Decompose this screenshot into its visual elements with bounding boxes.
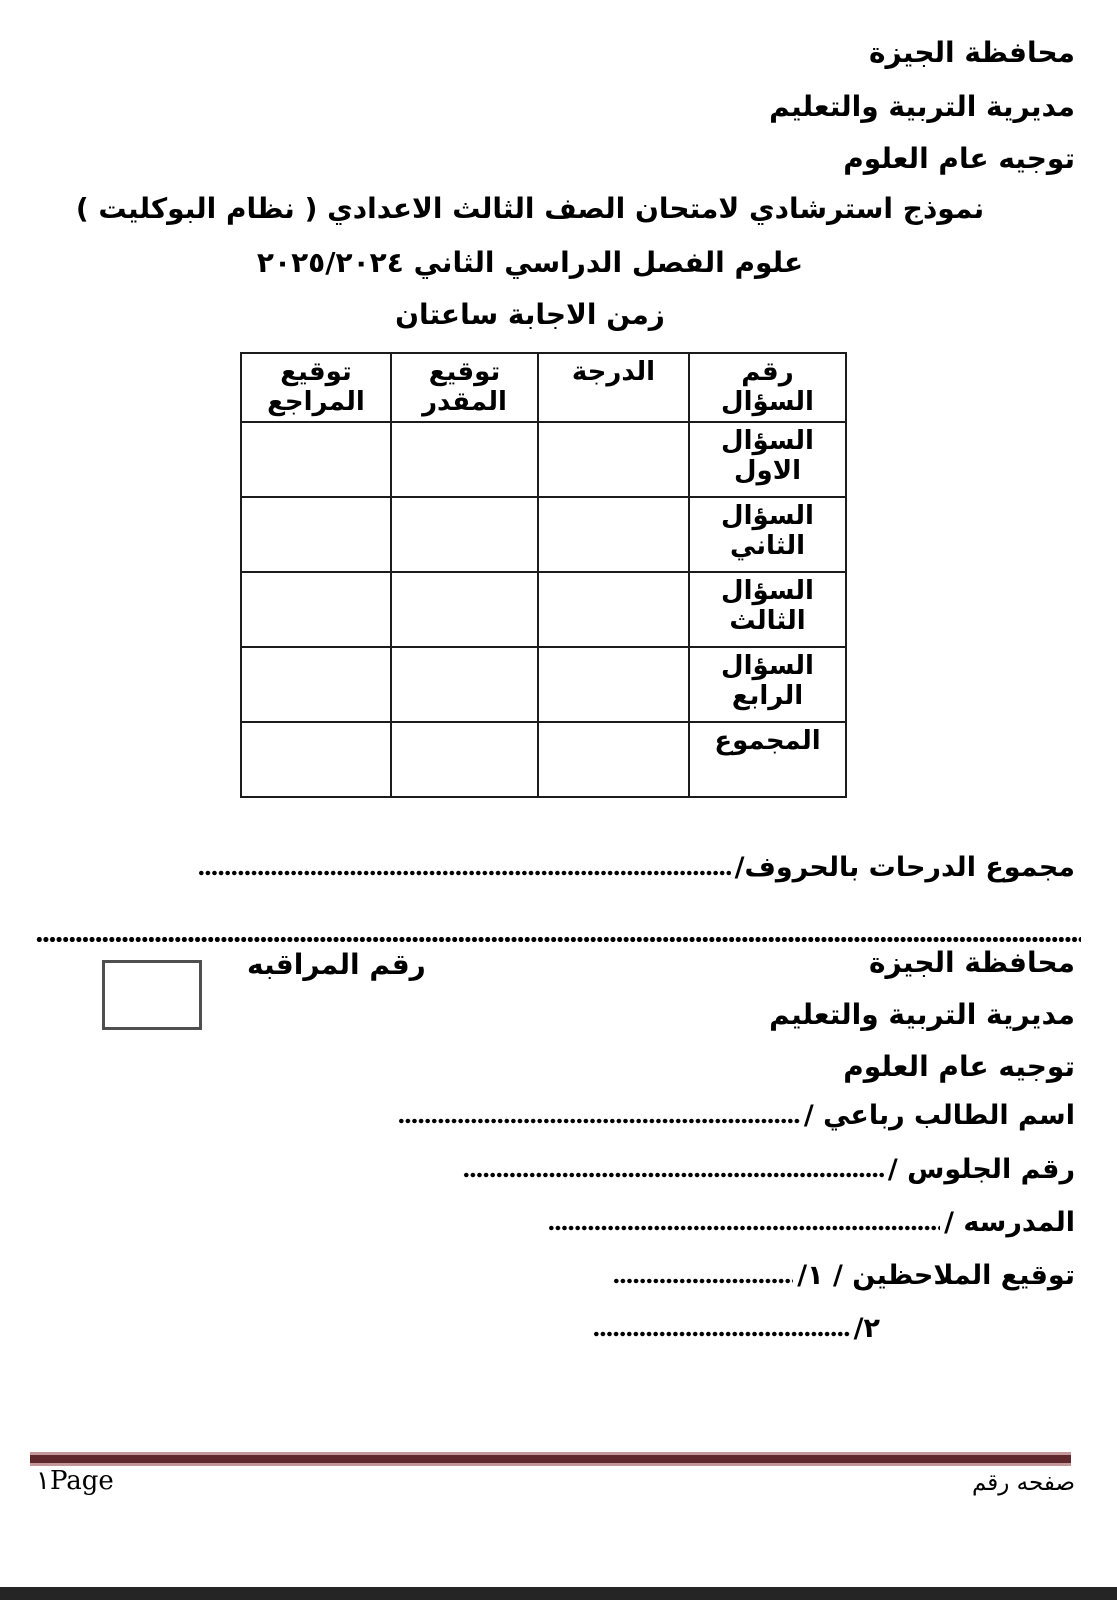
row-label-question-3: السؤال الثالث — [689, 572, 846, 647]
row-label-total: المجموع — [689, 722, 846, 797]
col-header-question-number: رقم السؤال — [689, 353, 846, 422]
table-row-question-2 — [241, 497, 846, 572]
empty-cell — [241, 647, 391, 722]
student-name-label: اسم الطالب رباعي / — [803, 1100, 1075, 1131]
total-in-letters-label: مجموع الدرحات بالحروف/ — [734, 852, 1075, 883]
empty-cell — [391, 647, 538, 722]
empty-cell — [241, 422, 391, 497]
section2-guidance: توجيه عام العلوم — [843, 1050, 1075, 1083]
section2-governorate: محافظة الجيزة — [868, 946, 1075, 979]
row-label-question-2: السؤال الثاني — [689, 497, 846, 572]
letterhead-guidance: توجيه عام العلوم — [843, 142, 1075, 175]
dotted-fill-line — [398, 1118, 800, 1124]
exam-subject-term: علوم الفصل الدراسي الثاني ٢٠٢٥/٢٠٢٤ — [256, 246, 804, 279]
table-row-question-1 — [241, 422, 846, 497]
empty-cell — [241, 572, 391, 647]
section2-directorate: مديرية التربية والتعليم — [769, 998, 1075, 1031]
seat-number-label: رقم الجلوس / — [887, 1154, 1075, 1185]
empty-cell — [538, 572, 689, 647]
observers-signature-field — [613, 1260, 1075, 1291]
empty-cell — [538, 497, 689, 572]
dotted-separator-line — [36, 936, 1081, 943]
school-field — [548, 1207, 1075, 1238]
empty-cell — [538, 422, 689, 497]
grades-table-header-row — [241, 353, 846, 422]
letterhead-directorate: مديرية التربية والتعليم — [769, 90, 1075, 123]
grades-table — [240, 352, 847, 798]
monitor-number-label: رقم المراقبه — [247, 948, 426, 981]
empty-cell — [241, 722, 391, 797]
empty-cell — [391, 722, 538, 797]
total-in-letters-field — [198, 852, 1075, 883]
school-label: المدرسه / — [944, 1207, 1075, 1238]
observers-signature-label: توقيع الملاحظين / ١/ — [797, 1260, 1075, 1291]
dotted-fill-line — [463, 1172, 884, 1178]
col-header-degree: الدرجة — [538, 353, 689, 422]
col-header-reviewer-signature: توقيع المراجع — [241, 353, 391, 422]
empty-cell — [391, 572, 538, 647]
footer-rule-bar — [30, 1452, 1071, 1466]
bottom-screen-strip — [0, 1587, 1117, 1600]
footer-page-label-english: ١Page — [36, 1466, 114, 1496]
empty-cell — [241, 497, 391, 572]
empty-cell — [538, 722, 689, 797]
monitor-number-box — [102, 960, 202, 1030]
row-label-question-1: السؤال الاول — [689, 422, 846, 497]
exam-title: نموذج استرشادي لامتحان الصف الثالث الاعدادي ( نظام البوكليت ) — [75, 192, 985, 225]
table-row-question-3 — [241, 572, 846, 647]
col-header-grader-signature: توقيع المقدر — [391, 353, 538, 422]
dotted-fill-line — [613, 1278, 793, 1284]
letterhead-governorate: محافظة الجيزة — [868, 36, 1075, 69]
dotted-fill-line — [548, 1225, 940, 1231]
empty-cell — [391, 422, 538, 497]
student-name-field — [398, 1100, 1075, 1131]
empty-cell — [391, 497, 538, 572]
table-row-question-4 — [241, 647, 846, 722]
footer-page-label-arabic: صفحه رقم — [971, 1470, 1075, 1496]
seat-number-field — [463, 1154, 1075, 1185]
empty-cell — [538, 647, 689, 722]
observer2-label: ٢/ — [853, 1313, 880, 1344]
exam-duration: زمن الاجابة ساعتان — [395, 298, 665, 331]
row-label-question-4: السؤال الرابع — [689, 647, 846, 722]
dotted-fill-line — [593, 1331, 850, 1337]
dotted-fill-line — [198, 870, 731, 876]
table-row-total — [241, 722, 846, 797]
observer2-field — [593, 1313, 880, 1344]
